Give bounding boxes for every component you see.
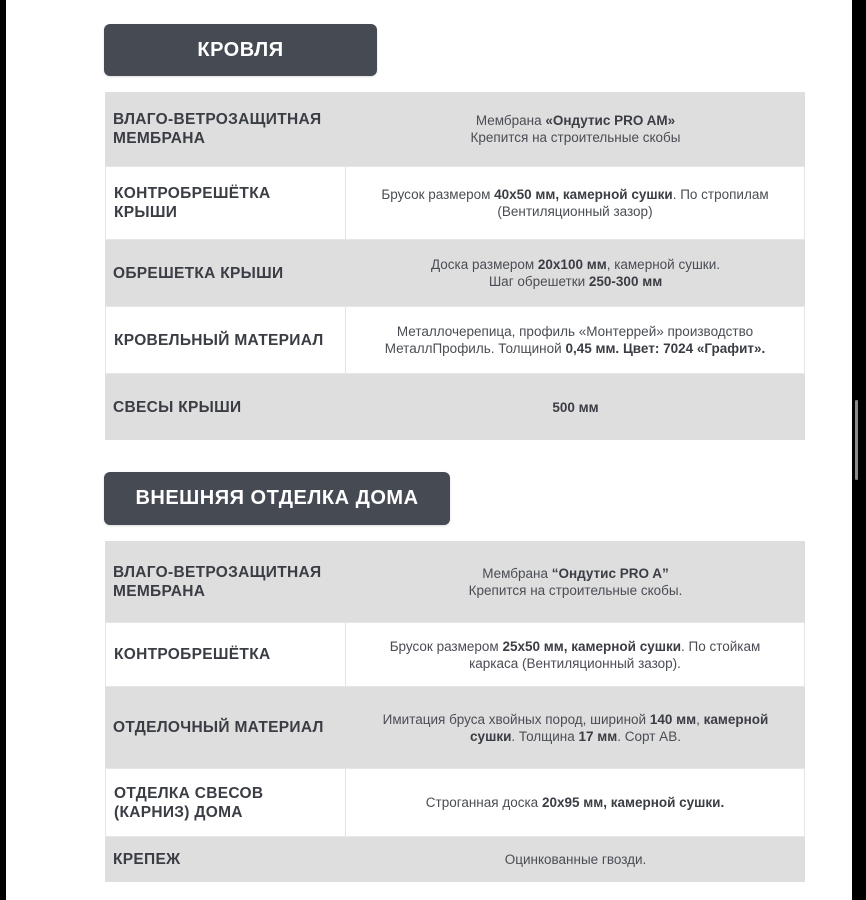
value-line — [469, 655, 681, 672]
table-row — [105, 768, 805, 837]
value-text: Крепится на строительные скобы. — [468, 582, 683, 598]
value-text: Мембрана — [482, 565, 552, 581]
value-text: Крепится на строительные скобы — [470, 130, 681, 145]
value-line — [552, 399, 598, 416]
value-line — [431, 256, 720, 273]
row-value — [346, 541, 805, 622]
row-value — [346, 307, 805, 373]
value-text-bold: сушки — [470, 728, 512, 744]
value-text-bold: 20х95 мм, камерной сушки. — [541, 795, 725, 810]
page — [6, 0, 852, 900]
value-line — [426, 794, 724, 811]
value-text-bold: 20х100 мм — [537, 257, 607, 272]
row-value — [346, 374, 805, 440]
row-label: ОТДЕЛОЧНЫЙ МАТЕРИАЛ — [113, 719, 324, 736]
table-row — [105, 837, 805, 882]
row-value — [346, 687, 805, 768]
row-label: ОБРЕШЕТКА КРЫШИ — [113, 264, 284, 282]
row-value — [346, 167, 805, 239]
section-title-roof — [104, 24, 377, 76]
value-line — [397, 323, 753, 340]
row-label: КРЕПЕЖ — [113, 851, 181, 868]
value-line — [381, 186, 768, 203]
value-line — [489, 273, 662, 290]
value-text-bold: 25х50 мм, камерной сушки — [502, 638, 682, 654]
exterior-spec-table — [105, 541, 805, 882]
section-title-exterior — [104, 472, 450, 525]
value-text: Мембрана — [475, 113, 546, 128]
value-line — [469, 582, 683, 599]
row-value — [346, 240, 805, 306]
value-text: Металлочерепица, профиль «Монтеррей» производство — [396, 324, 754, 339]
value-line — [471, 129, 681, 146]
row-label: КОНТРОБРЕШЁТКА — [105, 623, 346, 686]
row-label: СВЕСЫ КРЫШИ — [113, 398, 242, 416]
value-line — [476, 112, 675, 129]
value-text: МеталлПрофиль. Толщиной — [384, 341, 566, 356]
value-text: Шаг обрешетки — [488, 274, 589, 289]
value-line — [390, 638, 761, 655]
value-text: Брусок размером — [381, 187, 495, 202]
value-line — [482, 565, 669, 582]
row-label: ВЛАГО-ВЕТРОЗАЩИТНАЯ МЕМБРАНА — [113, 111, 322, 147]
value-text: каркаса (Вентиляционный зазор). — [469, 655, 681, 671]
value-text: Брусок размером — [389, 638, 503, 654]
table-row — [105, 687, 805, 768]
value-text: , — [696, 711, 704, 727]
value-text: (Вентиляционный зазор) — [497, 204, 653, 219]
value-line — [497, 203, 652, 220]
row-label: КРОВЕЛЬНЫЙ МАТЕРИАЛ — [105, 307, 346, 373]
row-value — [346, 623, 805, 686]
value-text: . По стойкам — [681, 638, 761, 654]
value-text-bold: 250-300 мм — [588, 274, 663, 289]
value-text-bold: 17 мм — [578, 728, 618, 744]
value-text: . Толщина — [511, 728, 579, 744]
value-text: Строганная доска — [425, 795, 542, 810]
value-text: . Сорт АВ. — [617, 728, 681, 744]
section-title-exterior-text: ВНЕШНЯЯ ОТДЕЛКА ДОМА — [135, 487, 419, 509]
row-value — [346, 92, 805, 166]
value-text-bold: «Ондутис PRO AM» — [545, 113, 676, 128]
row-label: КОНТРОБРЕШЁТКА КРЫШИ — [105, 167, 346, 239]
scrollbar[interactable] — [855, 400, 858, 480]
row-value — [346, 837, 805, 882]
table-row — [105, 166, 805, 240]
table-row — [105, 541, 805, 622]
value-line — [505, 851, 647, 868]
value-text-bold: камерной — [703, 711, 769, 727]
value-text-bold: 0,45 мм. Цвет: 7024 «Графит». — [565, 341, 766, 356]
table-row — [105, 306, 805, 374]
value-text-bold: 40х50 мм, камерной сушки — [494, 187, 673, 202]
table-row — [105, 374, 805, 440]
value-text: . По стропилам — [672, 187, 769, 202]
value-text: Доска размером — [431, 257, 538, 272]
value-text: Оцинкованные гвозди. — [504, 852, 647, 867]
value-text-bold: 500 мм — [552, 399, 599, 415]
row-label: ОТДЕЛКА СВЕСОВ (КАРНИЗ) ДОМА — [105, 769, 346, 836]
row-value — [346, 769, 805, 836]
section-title-roof-text: КРОВЛЯ — [197, 38, 284, 61]
table-row — [105, 622, 805, 687]
value-text: Имитация бруса хвойных пород, шириной — [382, 711, 650, 727]
table-row — [105, 92, 805, 166]
value-line — [470, 728, 681, 745]
value-line — [385, 340, 766, 357]
value-line — [383, 711, 769, 728]
row-label: ВЛАГО-ВЕТРОЗАЩИТНАЯ МЕМБРАНА — [113, 563, 322, 600]
value-text-bold: “Ондутис PRO A” — [551, 565, 669, 581]
table-row — [105, 240, 805, 306]
value-text: , камерной сушки. — [606, 257, 720, 272]
value-text-bold: 140 мм — [649, 711, 697, 727]
roof-spec-table — [105, 92, 805, 440]
